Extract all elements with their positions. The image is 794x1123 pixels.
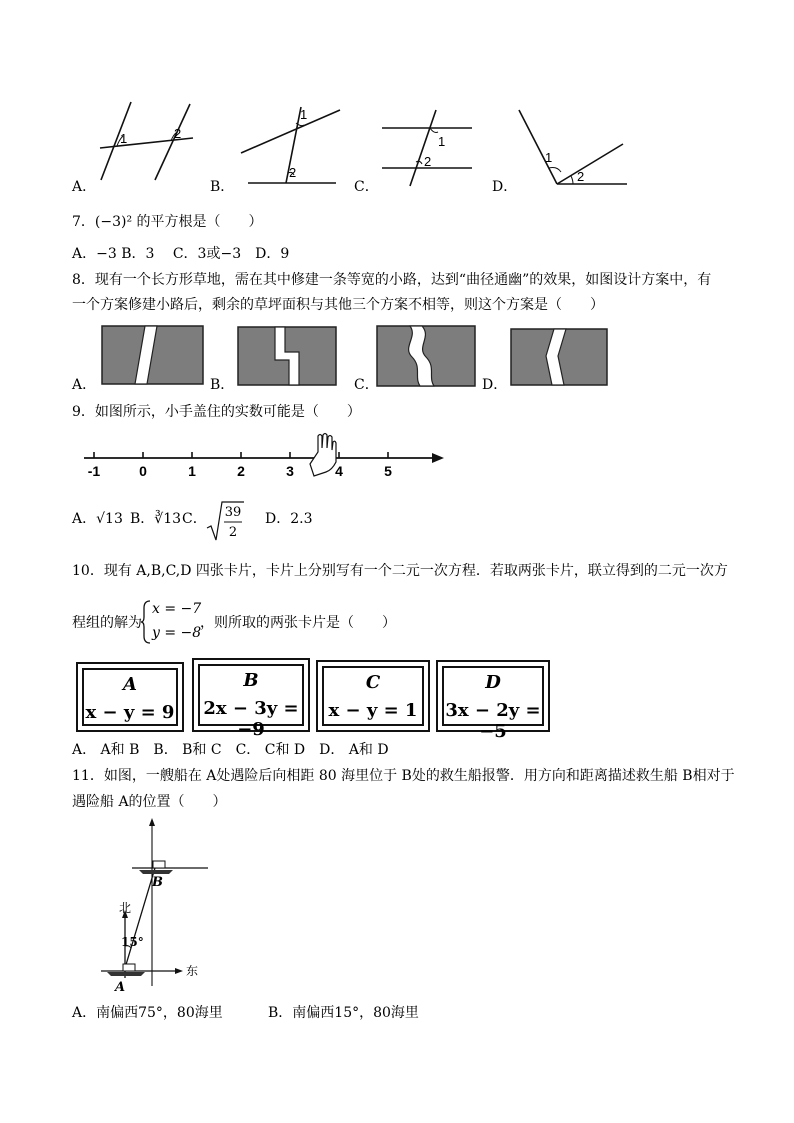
q9-tick-label: 0	[139, 463, 147, 479]
q6d-angle-1: 1	[545, 150, 553, 165]
q9-option-b: B．∛13	[130, 511, 182, 527]
q9-option-c-radical	[206, 500, 246, 542]
q8-question-line2: 一个方案修建小路后，剩余的草坪面积与其他三个方案不相等，则这个方案是（ ）	[72, 297, 604, 313]
q11-point-a: A	[115, 980, 126, 995]
q8-option-b: B．	[210, 377, 235, 393]
q6c-angle-2: 2	[424, 154, 432, 169]
q6-figure-a	[95, 100, 200, 180]
card-b	[192, 658, 310, 740]
q6b-angle-1: 1	[300, 107, 308, 122]
q8-figure-c	[376, 325, 476, 387]
q8-figure-a	[101, 325, 204, 385]
q6-figure-c	[382, 106, 477, 186]
q7-question: 7．(−3)² 的平方根是（ ）	[72, 214, 263, 230]
card-c	[316, 660, 430, 732]
card-d	[436, 660, 550, 742]
q9c-denominator: 2	[228, 525, 238, 540]
q6d-angle-2: 2	[577, 169, 585, 184]
card-c-equation: x − y = 1	[328, 700, 418, 721]
card-d-letter: D	[485, 672, 501, 693]
q6a-angle-1: 1	[120, 131, 128, 146]
q7-options: A．−3 B．3 C．3或−3 D．9	[72, 246, 290, 262]
q11-point-b: B	[152, 875, 163, 890]
q8-option-d: D．	[482, 377, 508, 393]
q9-tick-label: 5	[384, 463, 392, 479]
q6-figure-d	[515, 108, 630, 188]
card-b-equation: 2x − 3y = −9	[203, 698, 299, 740]
q10-system-x: x = −7	[152, 601, 202, 617]
q9-tick-label: 2	[237, 463, 245, 479]
q6-figure-b	[238, 105, 343, 185]
q6-option-a: A．	[72, 179, 97, 195]
q9-tick-label: -1	[87, 463, 101, 479]
q10-question-line2-pre: 程组的解为	[72, 615, 142, 631]
q6-option-c: C．	[354, 179, 379, 195]
q11-angle-label: 15°	[121, 935, 144, 949]
card-a-equation: x − y = 9	[85, 702, 175, 723]
q6a-angle-2: 2	[174, 126, 182, 141]
q11-question-line2: 遇险船 A的位置（ ）	[72, 794, 227, 810]
hand-icon	[310, 434, 336, 477]
card-c-letter: C	[365, 672, 381, 693]
card-a	[76, 662, 184, 732]
q6c-angle-1: 1	[438, 134, 446, 149]
q6b-angle-2: 2	[289, 165, 297, 180]
card-a-letter: A	[123, 674, 137, 695]
q10-question-line1: 10．现有 A,B,C,D 四张卡片，卡片上分别写有一个二元一次方程．若取两张卡片，联立得到的二元一次方	[72, 563, 728, 579]
q9-tick-label: 1	[188, 463, 196, 479]
q9-tick-label: 4	[335, 463, 343, 479]
q9-option-c: C．	[182, 511, 207, 527]
card-d-equation: 3x − 2y = −5	[445, 700, 541, 742]
q11-figure	[95, 818, 310, 996]
q9-ticks	[88, 452, 392, 479]
q11-option-b: B．南偏西15°，80海里	[268, 1005, 419, 1021]
q10-system-y: y = −8	[152, 625, 202, 641]
q9-question: 9．如图所示，小手盖住的实数可能是（ ）	[72, 404, 361, 420]
q11-north-label: 北	[119, 901, 132, 915]
q8-option-c: C．	[354, 377, 379, 393]
q8-figure-d	[510, 328, 608, 386]
q8-question-line1: 8．现有一个长方形草地，需在其中修建一条等宽的小路，达到“曲径通幽”的效果，如图设计方案中，有	[72, 272, 712, 288]
q11-option-a: A．南偏西75°，80海里	[72, 1005, 223, 1021]
q6-option-b: B．	[210, 179, 235, 195]
q8-option-a: A．	[72, 377, 97, 393]
q6-option-d: D．	[492, 179, 518, 195]
q9-option-d: D．2.3	[265, 511, 313, 527]
q8-figure-b	[237, 326, 337, 386]
q9c-numerator: 39	[224, 505, 242, 520]
q11-east-label: 东	[186, 964, 199, 978]
q10-brace	[140, 600, 152, 644]
q9-option-a: A．√13	[72, 511, 123, 527]
q10-options: A． A和 B B． B和 C C． C和 D D． A和 D	[72, 742, 389, 758]
card-b-letter: B	[243, 670, 259, 691]
ship-a-icon	[107, 964, 145, 976]
q9-number-line	[82, 430, 447, 485]
q11-question-line1: 11．如图，一艘船在 A处遇险后向相距 80 海里位于 B处的救生船报警．用方向和距离描述救生船 B相对于	[72, 768, 735, 784]
q10-question-line2-post: ，则所取的两张卡片是（ ）	[200, 615, 396, 631]
q9-tick-label: 3	[286, 463, 294, 479]
